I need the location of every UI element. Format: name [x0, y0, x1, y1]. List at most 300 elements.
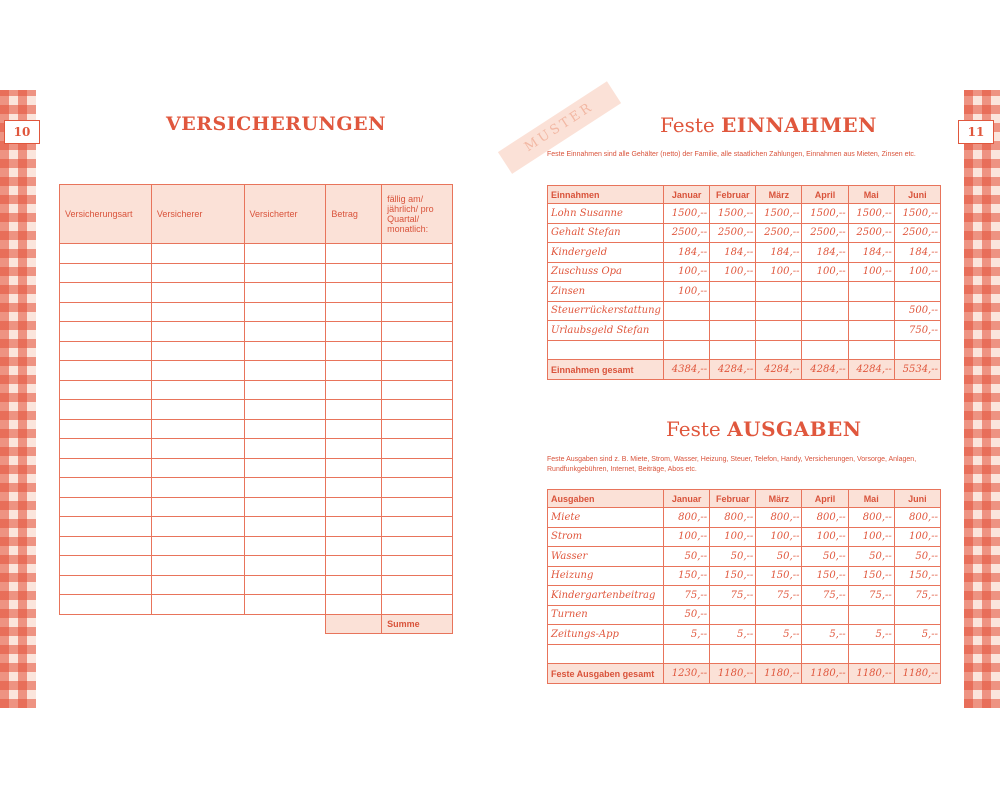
value-cell: 750,-- [894, 321, 940, 341]
table-cell [382, 458, 453, 478]
value-cell [848, 605, 894, 625]
table-row [548, 301, 941, 321]
income-header-cell: Januar [664, 186, 710, 204]
table-cell [244, 556, 326, 576]
value-cell: 100,-- [710, 527, 756, 547]
row-label: Strom [548, 527, 664, 547]
table-cell [382, 536, 453, 556]
table-cell [151, 517, 244, 537]
value-cell: 2500,-- [894, 223, 940, 243]
table-cell [244, 575, 326, 595]
table-cell [382, 322, 453, 342]
value-cell: 150,-- [664, 566, 710, 586]
value-cell [710, 644, 756, 664]
page-number-right: 11 [958, 120, 994, 144]
value-cell: 2500,-- [848, 223, 894, 243]
value-cell [756, 644, 802, 664]
value-cell [710, 282, 756, 302]
table-row [60, 263, 453, 283]
row-label: Urlaubsgeld Stefan [548, 321, 664, 341]
value-cell: 50,-- [894, 547, 940, 567]
value-cell: 150,-- [756, 566, 802, 586]
value-cell: 150,-- [710, 566, 756, 586]
table-cell [60, 497, 152, 517]
table-row [548, 625, 941, 645]
value-cell: 1500,-- [664, 204, 710, 224]
value-cell: 800,-- [710, 508, 756, 528]
row-label: Zinsen [548, 282, 664, 302]
row-label: Kindergeld [548, 243, 664, 263]
table-row [60, 361, 453, 381]
table-cell [244, 302, 326, 322]
value-cell: 75,-- [802, 586, 848, 606]
income-body [548, 204, 941, 380]
table-cell [60, 263, 152, 283]
table-cell [326, 400, 382, 420]
value-cell [802, 605, 848, 625]
income-header-row [548, 186, 941, 204]
row-label [548, 644, 664, 664]
table-row [548, 586, 941, 606]
table-row [60, 400, 453, 420]
value-cell: 100,-- [802, 262, 848, 282]
table-cell [244, 478, 326, 498]
table-cell [151, 595, 244, 615]
table-row [60, 497, 453, 517]
row-label: Wasser [548, 547, 664, 567]
row-label: Gehalt Stefan [548, 223, 664, 243]
expenses-header-cell: Januar [664, 490, 710, 508]
table-cell [326, 244, 382, 264]
value-cell: 150,-- [894, 566, 940, 586]
table-row [548, 223, 941, 243]
value-cell [894, 644, 940, 664]
value-cell [802, 321, 848, 341]
table-cell [60, 361, 152, 381]
value-cell: 2500,-- [756, 223, 802, 243]
table-cell [382, 478, 453, 498]
value-cell: 75,-- [710, 586, 756, 606]
insurance-header-cell: fällig am/ jährlich/ pro Quartal/ monatlich: [382, 185, 453, 244]
value-cell [756, 605, 802, 625]
table-cell [60, 439, 152, 459]
table-cell [326, 517, 382, 537]
table-cell [60, 575, 152, 595]
table-cell [60, 322, 152, 342]
value-cell: 1500,-- [756, 204, 802, 224]
table-cell [60, 302, 152, 322]
table-cell [382, 263, 453, 283]
value-cell: 184,-- [710, 243, 756, 263]
row-label: Kindergartenbeitrag [548, 586, 664, 606]
expenses-title-bold: AUSGABEN [727, 417, 862, 441]
income-intro: Feste Einnahmen sind alle Gehälter (netto) der Familie, alle staatlichen Zahlungen, Einnahmen aus Mieten, Zinsen etc. [547, 151, 916, 158]
table-row [548, 340, 941, 360]
total-value: 5534,-- [894, 360, 940, 380]
table-cell [60, 458, 152, 478]
table-cell [151, 322, 244, 342]
value-cell [848, 340, 894, 360]
table-row [548, 508, 941, 528]
table-row [60, 302, 453, 322]
table-cell [244, 283, 326, 303]
table-row [60, 341, 453, 361]
table-cell [151, 439, 244, 459]
income-header-cell: Mai [848, 186, 894, 204]
value-cell [802, 282, 848, 302]
table-cell [60, 556, 152, 576]
title-versicherungen: VERSICHERUNGEN [166, 113, 386, 135]
insurance-header-row [60, 185, 453, 244]
table-cell [382, 595, 453, 615]
value-cell: 5,-- [848, 625, 894, 645]
table-row [60, 556, 453, 576]
table-row [60, 322, 453, 342]
table-row [60, 439, 453, 459]
table-cell [326, 478, 382, 498]
table-cell [244, 361, 326, 381]
value-cell: 184,-- [664, 243, 710, 263]
value-cell [802, 301, 848, 321]
insurance-header-cell: Versicherer [151, 185, 244, 244]
table-row [548, 321, 941, 341]
table-cell [382, 575, 453, 595]
row-label: Lohn Susanne [548, 204, 664, 224]
table-cell [244, 380, 326, 400]
value-cell [848, 282, 894, 302]
value-cell: 100,-- [664, 282, 710, 302]
income-title-bold: EINNAHMEN [721, 113, 877, 137]
total-value: 1180,-- [848, 664, 894, 684]
value-cell: 100,-- [710, 262, 756, 282]
total-label: Feste Ausgaben gesamt [548, 664, 664, 684]
value-cell: 50,-- [664, 547, 710, 567]
total-value: 1230,-- [664, 664, 710, 684]
table-row [60, 575, 453, 595]
value-cell: 100,-- [664, 527, 710, 547]
table-cell [151, 536, 244, 556]
total-value: 4284,-- [710, 360, 756, 380]
value-cell [664, 321, 710, 341]
table-row [548, 566, 941, 586]
value-cell: 100,-- [664, 262, 710, 282]
table-cell [60, 244, 152, 264]
table-cell [60, 595, 152, 615]
expenses-body [548, 508, 941, 684]
insurance-table [59, 184, 453, 634]
total-row [548, 360, 941, 380]
table-cell [60, 341, 152, 361]
row-label [548, 340, 664, 360]
table-cell [326, 322, 382, 342]
table-row [548, 243, 941, 263]
value-cell: 100,-- [894, 527, 940, 547]
value-cell: 184,-- [848, 243, 894, 263]
income-header-cell: Juni [894, 186, 940, 204]
value-cell [710, 340, 756, 360]
value-cell: 150,-- [802, 566, 848, 586]
value-cell [710, 301, 756, 321]
value-cell [756, 321, 802, 341]
value-cell: 800,-- [802, 508, 848, 528]
table-cell [151, 244, 244, 264]
value-cell [894, 605, 940, 625]
table-cell [151, 400, 244, 420]
value-cell [894, 282, 940, 302]
table-cell [244, 595, 326, 615]
table-cell [151, 458, 244, 478]
table-cell [60, 283, 152, 303]
value-cell: 50,-- [756, 547, 802, 567]
value-cell: 50,-- [848, 547, 894, 567]
gingham-border-left [0, 90, 36, 708]
table-cell [382, 380, 453, 400]
sum-value-cell [326, 614, 382, 634]
table-cell [244, 439, 326, 459]
value-cell: 100,-- [756, 527, 802, 547]
value-cell [848, 644, 894, 664]
table-cell [151, 361, 244, 381]
value-cell: 1500,-- [848, 204, 894, 224]
table-cell [244, 400, 326, 420]
table-cell [244, 341, 326, 361]
table-row [60, 419, 453, 439]
value-cell: 184,-- [894, 243, 940, 263]
table-cell [382, 419, 453, 439]
table-cell [244, 458, 326, 478]
table-cell [382, 517, 453, 537]
gingham-border-right [964, 90, 1000, 708]
table-cell [244, 263, 326, 283]
value-cell: 75,-- [848, 586, 894, 606]
value-cell: 75,-- [756, 586, 802, 606]
total-value: 4284,-- [756, 360, 802, 380]
value-cell: 184,-- [756, 243, 802, 263]
value-cell [664, 340, 710, 360]
table-cell [151, 478, 244, 498]
table-cell [60, 536, 152, 556]
table-cell [326, 595, 382, 615]
table-cell [382, 283, 453, 303]
expenses-header-row [548, 490, 941, 508]
value-cell: 800,-- [756, 508, 802, 528]
value-cell: 5,-- [802, 625, 848, 645]
table-row [60, 595, 453, 615]
table-cell [244, 419, 326, 439]
table-cell [326, 536, 382, 556]
total-value: 1180,-- [802, 664, 848, 684]
value-cell: 800,-- [894, 508, 940, 528]
value-cell: 1500,-- [802, 204, 848, 224]
table-cell [60, 419, 152, 439]
table-cell [326, 439, 382, 459]
total-row [548, 664, 941, 684]
value-cell [710, 321, 756, 341]
total-value: 1180,-- [710, 664, 756, 684]
value-cell [848, 321, 894, 341]
value-cell: 5,-- [664, 625, 710, 645]
table-cell [151, 263, 244, 283]
table-cell [326, 341, 382, 361]
table-cell [244, 497, 326, 517]
total-value: 1180,-- [894, 664, 940, 684]
value-cell [894, 340, 940, 360]
sum-row [60, 614, 453, 634]
value-cell [848, 301, 894, 321]
value-cell: 75,-- [894, 586, 940, 606]
table-cell [151, 419, 244, 439]
insurance-header-cell: Betrag [326, 185, 382, 244]
value-cell: 184,-- [802, 243, 848, 263]
row-label: Turnen [548, 605, 664, 625]
table-row [548, 204, 941, 224]
value-cell [664, 644, 710, 664]
insurance-header-cell: Versicherter [244, 185, 326, 244]
table-cell [60, 380, 152, 400]
table-cell [382, 244, 453, 264]
table-cell [244, 536, 326, 556]
table-cell [151, 556, 244, 576]
table-row [548, 527, 941, 547]
row-label: Miete [548, 508, 664, 528]
table-row [60, 283, 453, 303]
total-value: 4284,-- [848, 360, 894, 380]
value-cell: 1500,-- [894, 204, 940, 224]
value-cell [756, 282, 802, 302]
value-cell [664, 301, 710, 321]
table-row [548, 262, 941, 282]
value-cell: 75,-- [664, 586, 710, 606]
value-cell [756, 340, 802, 360]
value-cell: 100,-- [802, 527, 848, 547]
value-cell [710, 605, 756, 625]
expenses-table [547, 489, 941, 684]
table-cell [60, 400, 152, 420]
value-cell: 500,-- [894, 301, 940, 321]
value-cell: 150,-- [848, 566, 894, 586]
page-title-left [166, 113, 386, 135]
table-cell [326, 380, 382, 400]
table-cell [151, 302, 244, 322]
value-cell: 100,-- [848, 262, 894, 282]
income-header-cell: April [802, 186, 848, 204]
table-cell [326, 556, 382, 576]
total-value: 1180,-- [756, 664, 802, 684]
value-cell: 800,-- [848, 508, 894, 528]
table-cell [382, 497, 453, 517]
expenses-intro: Feste Ausgaben sind z. B. Miete, Strom, Wasser, Heizung, Steuer, Telefon, Handy, Versicherungen, Vorsorge, Anlagen, Rundfunkgebühren, Internet, Beiträge, Abos etc. [547, 456, 917, 473]
table-row [60, 380, 453, 400]
value-cell: 5,-- [756, 625, 802, 645]
expenses-header-cell: Februar [710, 490, 756, 508]
row-label: Zuschuss Opa [548, 262, 664, 282]
table-cell [382, 341, 453, 361]
table-cell [382, 302, 453, 322]
value-cell: 50,-- [710, 547, 756, 567]
expenses-header-cell: April [802, 490, 848, 508]
table-row [60, 244, 453, 264]
table-cell [326, 419, 382, 439]
row-label: Heizung [548, 566, 664, 586]
table-cell [244, 244, 326, 264]
table-row [548, 605, 941, 625]
table-cell [244, 517, 326, 537]
table-cell [382, 556, 453, 576]
value-cell: 50,-- [802, 547, 848, 567]
table-cell [151, 575, 244, 595]
table-cell [244, 322, 326, 342]
table-row [548, 644, 941, 664]
value-cell: 50,-- [664, 605, 710, 625]
value-cell [756, 301, 802, 321]
value-cell: 1500,-- [710, 204, 756, 224]
total-label: Einnahmen gesamt [548, 360, 664, 380]
income-title-light: Feste [660, 113, 722, 137]
value-cell: 100,-- [756, 262, 802, 282]
total-value: 4284,-- [802, 360, 848, 380]
muster-stamp: MUSTER [498, 81, 621, 174]
value-cell: 100,-- [894, 262, 940, 282]
table-cell [326, 575, 382, 595]
expenses-header-cell: Juni [894, 490, 940, 508]
value-cell: 2500,-- [664, 223, 710, 243]
page-number-left: 10 [4, 120, 40, 144]
income-header-cell: Einnahmen [548, 186, 664, 204]
table-row [60, 536, 453, 556]
table-row [548, 282, 941, 302]
table-cell [382, 400, 453, 420]
income-header-cell: März [756, 186, 802, 204]
value-cell: 5,-- [710, 625, 756, 645]
table-cell [326, 283, 382, 303]
table-cell [151, 380, 244, 400]
value-cell: 5,-- [894, 625, 940, 645]
table-row [60, 517, 453, 537]
value-cell: 2500,-- [802, 223, 848, 243]
table-cell [151, 497, 244, 517]
table-cell [326, 302, 382, 322]
table-cell [326, 263, 382, 283]
row-label: Steuerrückerstattung [548, 301, 664, 321]
table-cell [326, 361, 382, 381]
value-cell: 800,-- [664, 508, 710, 528]
table-cell [151, 283, 244, 303]
table-row [60, 458, 453, 478]
expenses-header-cell: März [756, 490, 802, 508]
income-title [660, 113, 877, 137]
total-value: 4384,-- [664, 360, 710, 380]
expenses-header-cell: Mai [848, 490, 894, 508]
expenses-title [666, 417, 862, 441]
expenses-header-cell: Ausgaben [548, 490, 664, 508]
sum-label: Summe [382, 614, 453, 634]
table-cell [326, 497, 382, 517]
expenses-title-light: Feste [666, 417, 728, 441]
insurance-header-cell: Versicherungsart [60, 185, 152, 244]
table-cell [60, 478, 152, 498]
value-cell [802, 644, 848, 664]
table-cell [326, 458, 382, 478]
table-cell [60, 517, 152, 537]
insurance-body [60, 244, 453, 634]
row-label: Zeitungs-App [548, 625, 664, 645]
value-cell [802, 340, 848, 360]
spacer-cell [60, 614, 326, 634]
table-cell [382, 439, 453, 459]
table-cell [151, 341, 244, 361]
value-cell: 100,-- [848, 527, 894, 547]
value-cell: 2500,-- [710, 223, 756, 243]
